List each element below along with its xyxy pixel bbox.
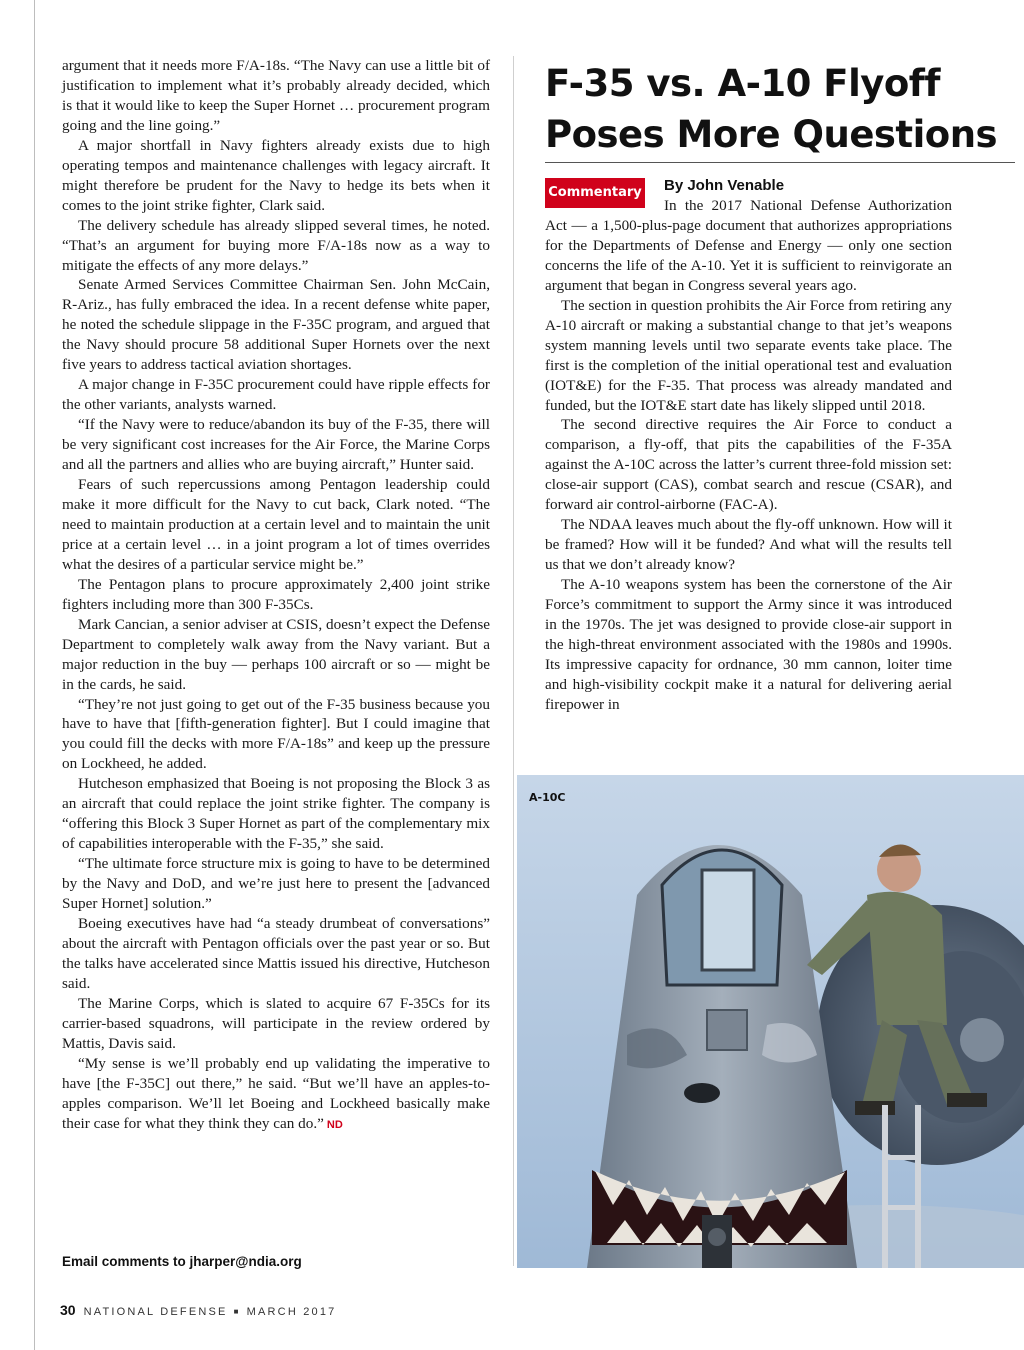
- end-mark: ND: [326, 1118, 343, 1131]
- column-divider: [513, 56, 514, 1266]
- article-paragraph: In the 2017 National Defense Authorization Act — a 1,500-plus-page document that authorizes appropriations for the Departments of Defense and Energy — only one section concerns the life of the A-10. Yet it is sufficient to reinvigorate an argument that began in Congress several years ago.: [545, 197, 952, 294]
- photo-caption-label: A-10C: [529, 791, 566, 804]
- email-comments-line: Email comments to jharper@ndia.org: [62, 1254, 302, 1269]
- left-article-column: [62, 56, 490, 1135]
- body-paragraph: A major shortfall in Navy fighters already exists due to high operating tempos and maintenance challenges with legacy aircraft. It might therefore be prudent for the Navy to hedge its bets when it comes to the joint strike fighter, Clark said.: [62, 136, 490, 214]
- issue-date: MARCH 2017: [246, 1306, 337, 1318]
- headline-rule: [545, 162, 1015, 163]
- body-paragraph: Boeing executives have had “a steady drumbeat of conversations” about the aircraft with Pentagon officials over the past year or so. But the talks have accelerated since Mattis issued his directive, Hutcheson said.: [62, 914, 490, 992]
- article-paragraph: The NDAA leaves much about the fly-off unknown. How will it be framed? How will it be funded? And what will the results tell us that we don’t already know?: [545, 516, 952, 574]
- article-paragraph: The second directive requires the Air Force to conduct a comparison, a fly-off, that pits the capabilities of the F-35A against the A-10C across the latter’s current three-fold mission set: close-air support (CAS), combat search and rescue (CSAR), and forward air control-airborne (FAC-A).: [545, 416, 952, 514]
- page-number: 30: [60, 1302, 76, 1318]
- body-paragraph: “If the Navy were to reduce/abandon its buy of the F-35, there will be very significant cost increases for the Air Force, the Marine Corps and all the partners and allies who are buying aircraft,” Hunter said.: [62, 416, 490, 474]
- body-paragraph: A major change in F-35C procurement could have ripple effects for the other variants, analysts warned.: [62, 376, 490, 414]
- body-paragraph: “The ultimate force structure mix is going to have to be determined by the Navy and DoD, and we’re just here to present the [advanced Super Hornet] solution.”: [62, 855, 490, 913]
- body-paragraph: The Marine Corps, which is slated to acquire 67 F-35Cs for its carrier-based squadrons, will participate in the review ordered by Mattis, Davis said.: [62, 994, 490, 1052]
- article-headline: F-35 vs. A-10 Flyoff Poses More Questions: [545, 62, 998, 156]
- a10c-photo-illustration: [517, 775, 1024, 1268]
- body-paragraph: “They’re not just going to get out of the F-35 business because you have to have that [fifth-generation fighter]. But I could imagine that you could fill the decks with more F/A-18s” and keep up the pressure on Lockheed, he added.: [62, 695, 490, 773]
- publication-name: NATIONAL DEFENSE: [83, 1306, 228, 1318]
- body-paragraph-last: [62, 1054, 490, 1136]
- body-paragraph: Mark Cancian, a senior adviser at CSIS, doesn’t expect the Defense Department to completely walk away from the Navy variant. But a major reduction in the buy — perhaps 100 aircraft or so — might be in the cards, he said.: [62, 615, 490, 693]
- commentary-tag: Commentary: [545, 178, 645, 208]
- body-paragraph: Hutcheson emphasized that Boeing is not proposing the Block 3 as an aircraft that could replace the joint strike fighter. The company is “offering this Block 3 Super Hornet as part of the complementary mix of capabilities interoperable with the F-35,” she said.: [62, 775, 490, 853]
- right-article-column: [545, 196, 952, 715]
- byline: By John Venable: [664, 177, 785, 194]
- page-footer: [60, 1302, 336, 1318]
- a10c-photo: [517, 775, 1024, 1268]
- body-paragraph: The Pentagon plans to procure approximately 2,400 joint strike fighters including more than 300 F-35Cs.: [62, 575, 490, 613]
- body-paragraph: argument that it needs more F/A-18s. “The Navy can use a little bit of justification to implement what it’s probably already decided, which is that it would like to keep the Super Hornet … procurement program going and the line going.”: [62, 57, 490, 134]
- body-paragraph: The delivery schedule has already slipped several times, he noted. “That’s an argument for buying more F/A-18s now as a way to mitigate the effects of any more delays.”: [62, 216, 490, 274]
- article-paragraph: The A-10 weapons system has been the cornerstone of the Air Force’s commitment to support the Army since it was introduced in the 1970s. The jet was designed to provide close-air support in the high-threat environment associated with the 1980s and 1990s. Its impressive capacity for ordnance, 30 mm cannon, loiter time and high-visibility cockpit make it a natural for delivering aerial firepower in: [545, 576, 952, 713]
- page-margin-rule: [34, 0, 35, 1350]
- body-paragraph: Fears of such repercussions among Pentagon leadership could make it more difficult for the Navy to cut back, Clark noted. “The need to maintain production at a certain level and to maintain the unit price at a certain level … in a joint program a lot of times overrides what the desires of a particular service might be.”: [62, 476, 490, 573]
- body-paragraph-text: “My sense is we’ll probably end up validating the imperative to have [the F-35C] out there,” he said. “But we’ll have an apples-to-apples comparison. We’ll let Boeing and Lockheed basically make their case for what they think they can do.”: [62, 1054, 490, 1132]
- article-paragraph: The section in question prohibits the Air Force from retiring any A-10 aircraft or making a substantial change to that jet’s weapons system manning levels until two separate events take place. The first is the completion of the initial operational test and evaluation (IOT&E) for the F-35. That process was already mandated and funded, but the IOT&E start date has likely slipped until 2018.: [545, 296, 952, 414]
- footer-separator: ■: [233, 1307, 241, 1316]
- body-paragraph: Senate Armed Services Committee Chairman Sen. John McCain, R-Ariz., has fully embraced the idea. In a recent defense white paper, he noted the schedule slippage in the F-35C program, and argued that the Navy should procure 58 additional Super Hornets over the next five years to address tactical aviation shortages.: [62, 276, 490, 374]
